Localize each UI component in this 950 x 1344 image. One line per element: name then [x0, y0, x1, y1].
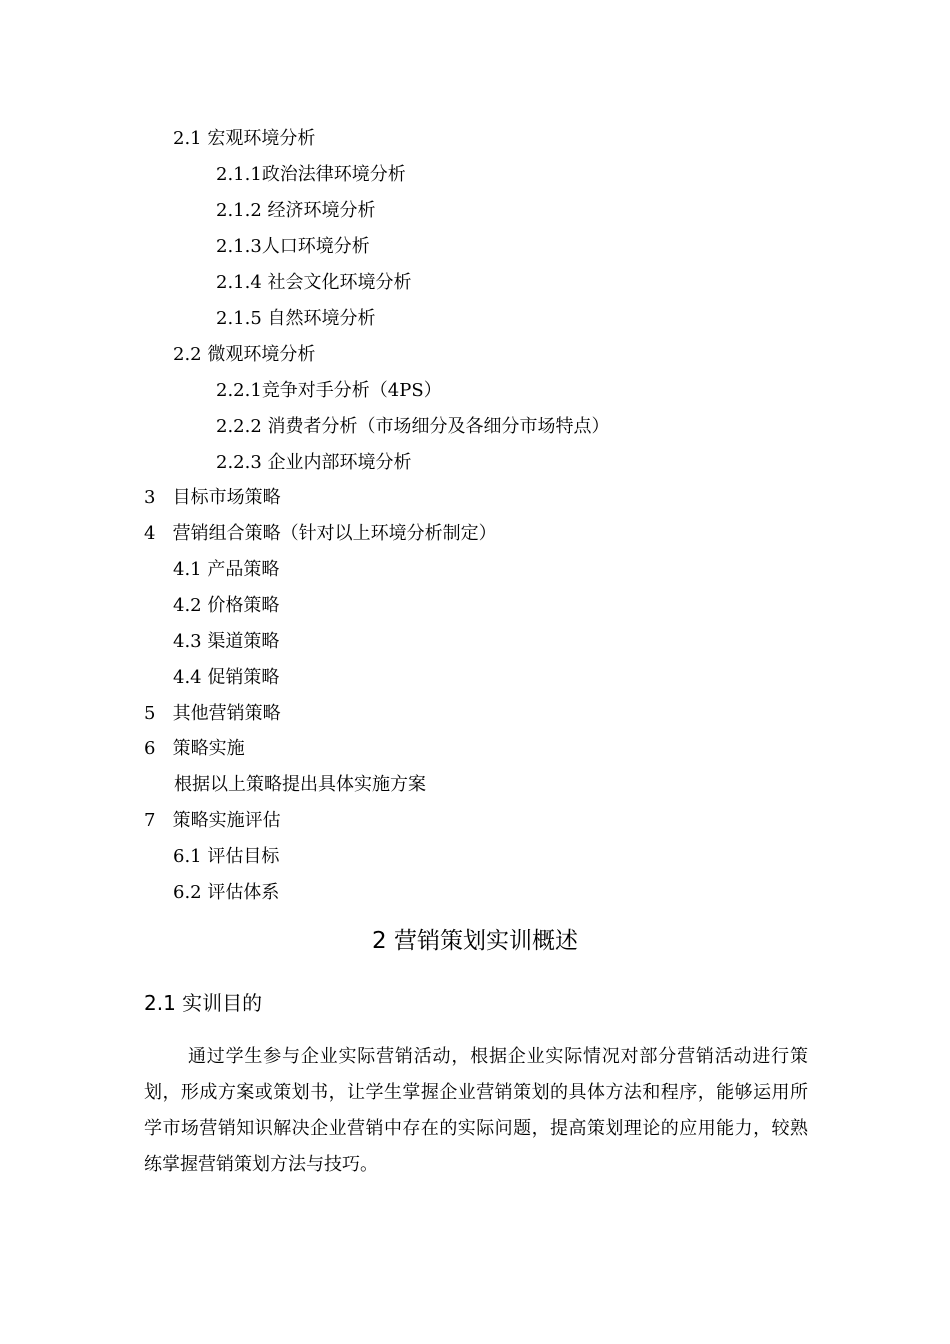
outline-item-2-1: 2.1 宏观环境分析	[173, 128, 316, 149]
outline-item-6-note: 根据以上策略提出具体实施方案	[174, 774, 426, 795]
outline-item-2-2-2: 2.2.2 消费者分析（市场细分及各细分市场特点）	[216, 416, 610, 437]
outline-item-6: 6 策略实施	[144, 738, 245, 759]
outline-item-6-1: 6.1 评估目标	[173, 846, 280, 867]
outline-item-4: 4 营销组合策略（针对以上环境分析制定）	[144, 523, 497, 544]
outline-item-2-1-2: 2.1.2 经济环境分析	[216, 200, 376, 221]
section-title: 2.1 实训目的	[144, 991, 263, 1015]
outline-item-2-1-4: 2.1.4 社会文化环境分析	[216, 272, 412, 293]
outline-item-7: 7 策略实施评估	[144, 810, 281, 831]
outline-item-4-2: 4.2 价格策略	[173, 595, 280, 616]
outline-item-3: 3 目标市场策略	[144, 487, 281, 508]
outline-item-2-1-5: 2.1.5 自然环境分析	[216, 308, 376, 329]
outline-item-4-4: 4.4 促销策略	[173, 667, 280, 688]
outline-item-2-2-1: 2.2.1竞争对手分析（4PS）	[216, 380, 442, 401]
outline-item-2-1-3: 2.1.3人口环境分析	[216, 236, 370, 257]
outline-item-2-2: 2.2 微观环境分析	[173, 344, 316, 365]
body-paragraph: 通过学生参与企业实际营销活动，根据企业实际情况对部分营销活动进行策划，形成方案或策划书，让学生掌握企业营销策划的具体方法和程序，能够运用所学市场营销知识解决企业营销中存在的实际问题，提高策划理论的应用能力，较熟练掌握营销策划方法与技巧。	[144, 1046, 808, 1175]
outline-item-4-3: 4.3 渠道策略	[173, 631, 280, 652]
outline-item-5: 5 其他营销策略	[144, 703, 281, 724]
outline-item-2-2-3: 2.2.3 企业内部环境分析	[216, 452, 412, 473]
chapter-title: 2 营销策划实训概述	[372, 928, 578, 954]
outline-item-2-1-1: 2.1.1政治法律环境分析	[216, 164, 406, 185]
outline-item-6-2: 6.2 评估体系	[173, 882, 280, 903]
outline-item-4-1: 4.1 产品策略	[173, 559, 280, 580]
